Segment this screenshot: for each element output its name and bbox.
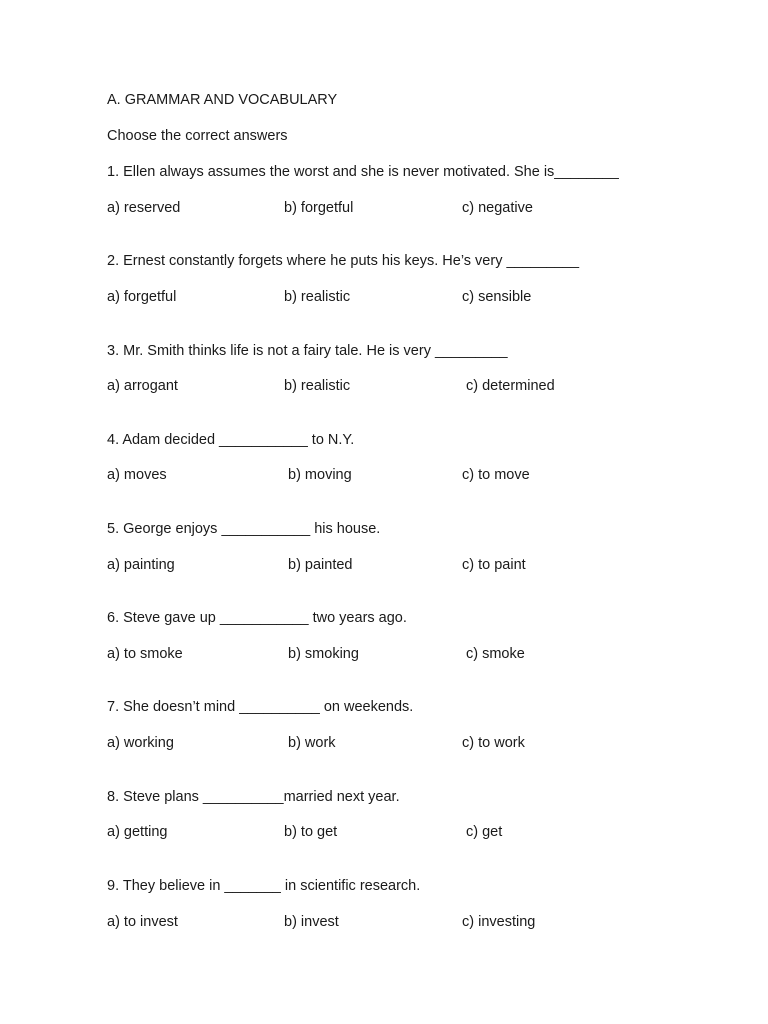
question-6-option-b: b) smoking — [288, 646, 359, 662]
question-8-option-a: a) getting — [107, 824, 168, 840]
question-4-option-b: b) moving — [288, 467, 352, 483]
question-7-prompt: 7. She doesn’t mind __________ on weekends. — [107, 699, 414, 715]
question-3-option-b: b) realistic — [284, 378, 351, 394]
question-6-option-a: a) to smoke — [107, 646, 183, 662]
question-3-prompt: 3. Mr. Smith thinks life is not a fairy tale. He is very _________ — [107, 343, 508, 359]
question-9-option-c: c) investing — [462, 914, 536, 930]
question-6-option-c: c) smoke — [466, 646, 525, 662]
question-2-option-a: a) forgetful — [107, 289, 177, 305]
question-1-prompt: 1. Ellen always assumes the worst and she is never motivated. She is________ — [107, 164, 619, 180]
question-5-option-b: b) painted — [288, 557, 353, 573]
question-9-option-b: b) invest — [284, 914, 339, 930]
question-3-option-c: c) determined — [466, 378, 555, 394]
question-2-option-c: c) sensible — [462, 289, 532, 305]
question-7-option-c: c) to work — [462, 735, 525, 751]
question-5-prompt: 5. George enjoys ___________ his house. — [107, 521, 381, 537]
question-7-option-a: a) working — [107, 735, 174, 751]
question-9-option-a: a) to invest — [107, 914, 178, 930]
question-1-option-c: c) negative — [462, 200, 533, 216]
question-8-option-b: b) to get — [284, 824, 338, 840]
question-6-prompt: 6. Steve gave up ___________ two years ago. — [107, 610, 407, 626]
question-4-option-a: a) moves — [107, 467, 167, 483]
section-title: A. GRAMMAR AND VOCABULARY — [107, 92, 338, 108]
question-5-option-a: a) painting — [107, 557, 175, 573]
question-2-option-b: b) realistic — [284, 289, 351, 305]
question-1-option-b: b) forgetful — [284, 200, 354, 216]
question-9-prompt: 9. They believe in _______ in scientific research. — [107, 878, 421, 894]
question-4-option-c: c) to move — [462, 467, 530, 483]
question-1-option-a: a) reserved — [107, 200, 181, 216]
question-4-prompt: 4. Adam decided ___________ to N.Y. — [107, 432, 355, 448]
question-3-option-a: a) arrogant — [107, 378, 178, 394]
question-5-option-c: c) to paint — [462, 557, 526, 573]
question-8-option-c: c) get — [466, 824, 503, 840]
question-8-prompt: 8. Steve plans __________married next year. — [107, 789, 400, 805]
instruction-text: Choose the correct answers — [107, 128, 288, 144]
question-7-option-b: b) work — [288, 735, 336, 751]
question-2-prompt: 2. Ernest constantly forgets where he puts his keys. He’s very _________ — [107, 253, 580, 269]
